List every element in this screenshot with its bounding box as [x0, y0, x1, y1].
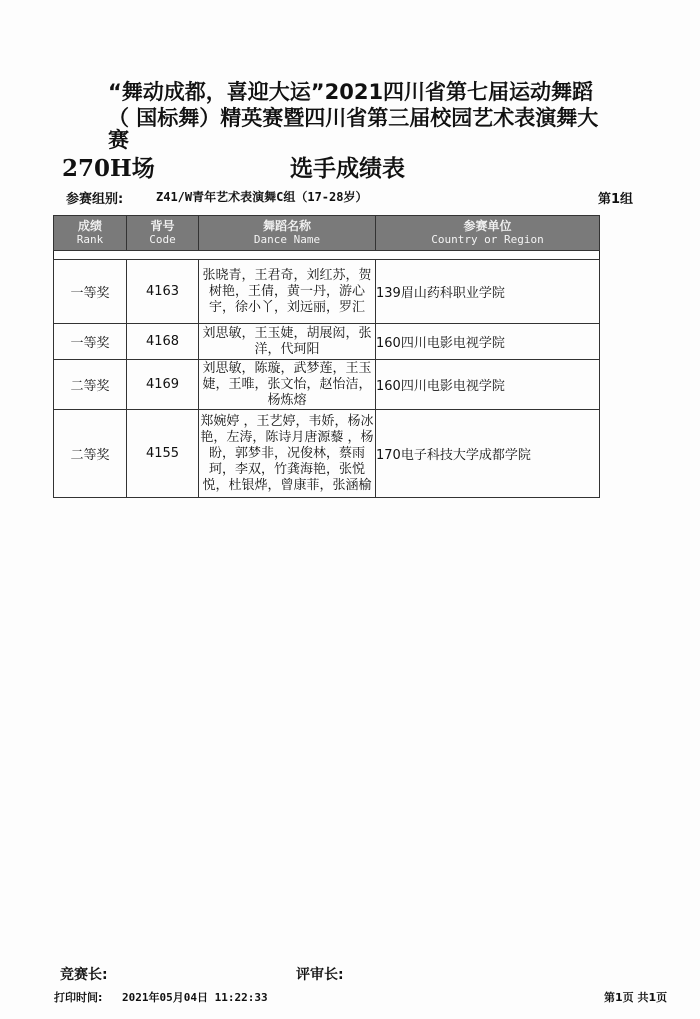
table-row: [54, 324, 600, 360]
document-title-line-2: （ 国标舞）精英赛暨四川省第三届校园艺术表演舞大: [108, 106, 599, 130]
unit-cell: 160四川电影电视学院: [376, 324, 600, 360]
table-row: [54, 410, 600, 498]
group-number: 第1组: [598, 192, 634, 207]
column-header-dance-name-cn: 舞蹈名称: [262, 219, 311, 233]
rank-cell: 二等奖: [54, 410, 127, 498]
dancer-names-cell: 刘思敏，陈璇，武梦莲，王玉婕，王唯，张文怡，赵怡洁，杨炼熔: [199, 360, 376, 410]
column-header-code-cn: 背号: [150, 219, 175, 233]
document-title-line-3: 赛: [108, 128, 129, 152]
code-cell: 4163: [127, 260, 199, 324]
group-label: 参赛组别:: [66, 192, 124, 207]
header-spacer-row: [54, 251, 600, 260]
table-row: [54, 260, 600, 324]
dancer-names-cell: 郑婉婷 ，王艺婷，韦娇，杨冰艳，左涛，陈诗月唐源藜 ，杨盼，郭梦非，况俊林，蔡雨珂，李双，竹龚海艳，张悦悦，杜银烨，曾康菲，张涵榆: [199, 410, 376, 498]
column-header-dance-name: [199, 216, 376, 251]
rank-cell: 一等奖: [54, 324, 127, 360]
page-info: 第1页 共1页: [604, 991, 668, 1004]
column-header-rank-cn: 成绩: [77, 219, 102, 233]
column-header-unit-cn: 参赛单位: [463, 219, 512, 233]
table-header-row: [54, 216, 600, 251]
column-header-rank: [54, 216, 127, 251]
session-label: 270H场: [62, 155, 155, 182]
dancer-names-cell: 刘思敏，王玉婕，胡展闳，张洋，代珂阳: [199, 324, 376, 360]
table-row: [54, 360, 600, 410]
review-chief-label: 评审长:: [296, 967, 344, 983]
dancer-names-cell: 张晓青，王君奇，刘红苏，贺树艳，王倩，黄一丹，游心宇，徐小丫，刘远丽，罗汇: [199, 260, 376, 324]
unit-cell: 139眉山药科职业学院: [376, 260, 600, 324]
results-table: [53, 215, 600, 498]
column-header-rank-en: Rank: [76, 233, 104, 246]
rank-cell: 一等奖: [54, 260, 127, 324]
sheet-title: 选手成绩表: [290, 156, 405, 182]
unit-cell: 160四川电影电视学院: [376, 360, 600, 410]
header-spacer-cell: [54, 251, 600, 260]
column-header-unit: [376, 216, 600, 251]
column-header-code-en: Code: [149, 233, 176, 246]
print-time-label: 打印时间:: [54, 991, 103, 1004]
document-title-line-1: “舞动成都，喜迎大运”2021四川省第七届运动舞蹈: [108, 80, 594, 104]
code-cell: 4155: [127, 410, 199, 498]
column-header-code: [127, 216, 199, 251]
code-cell: 4169: [127, 360, 199, 410]
group-value: Z41/W青年艺术表演舞C组（17-28岁）: [156, 190, 368, 204]
unit-cell: 170电子科技大学成都学院: [376, 410, 600, 498]
column-header-dance-name-en: Dance Name: [253, 233, 321, 246]
code-cell: 4168: [127, 324, 199, 360]
rank-cell: 二等奖: [54, 360, 127, 410]
column-header-unit-en: Country or Region: [431, 233, 544, 246]
judge-chief-label: 竞赛长:: [60, 967, 108, 983]
print-time-value: 2021年05月04日 11:22:33: [122, 991, 268, 1004]
